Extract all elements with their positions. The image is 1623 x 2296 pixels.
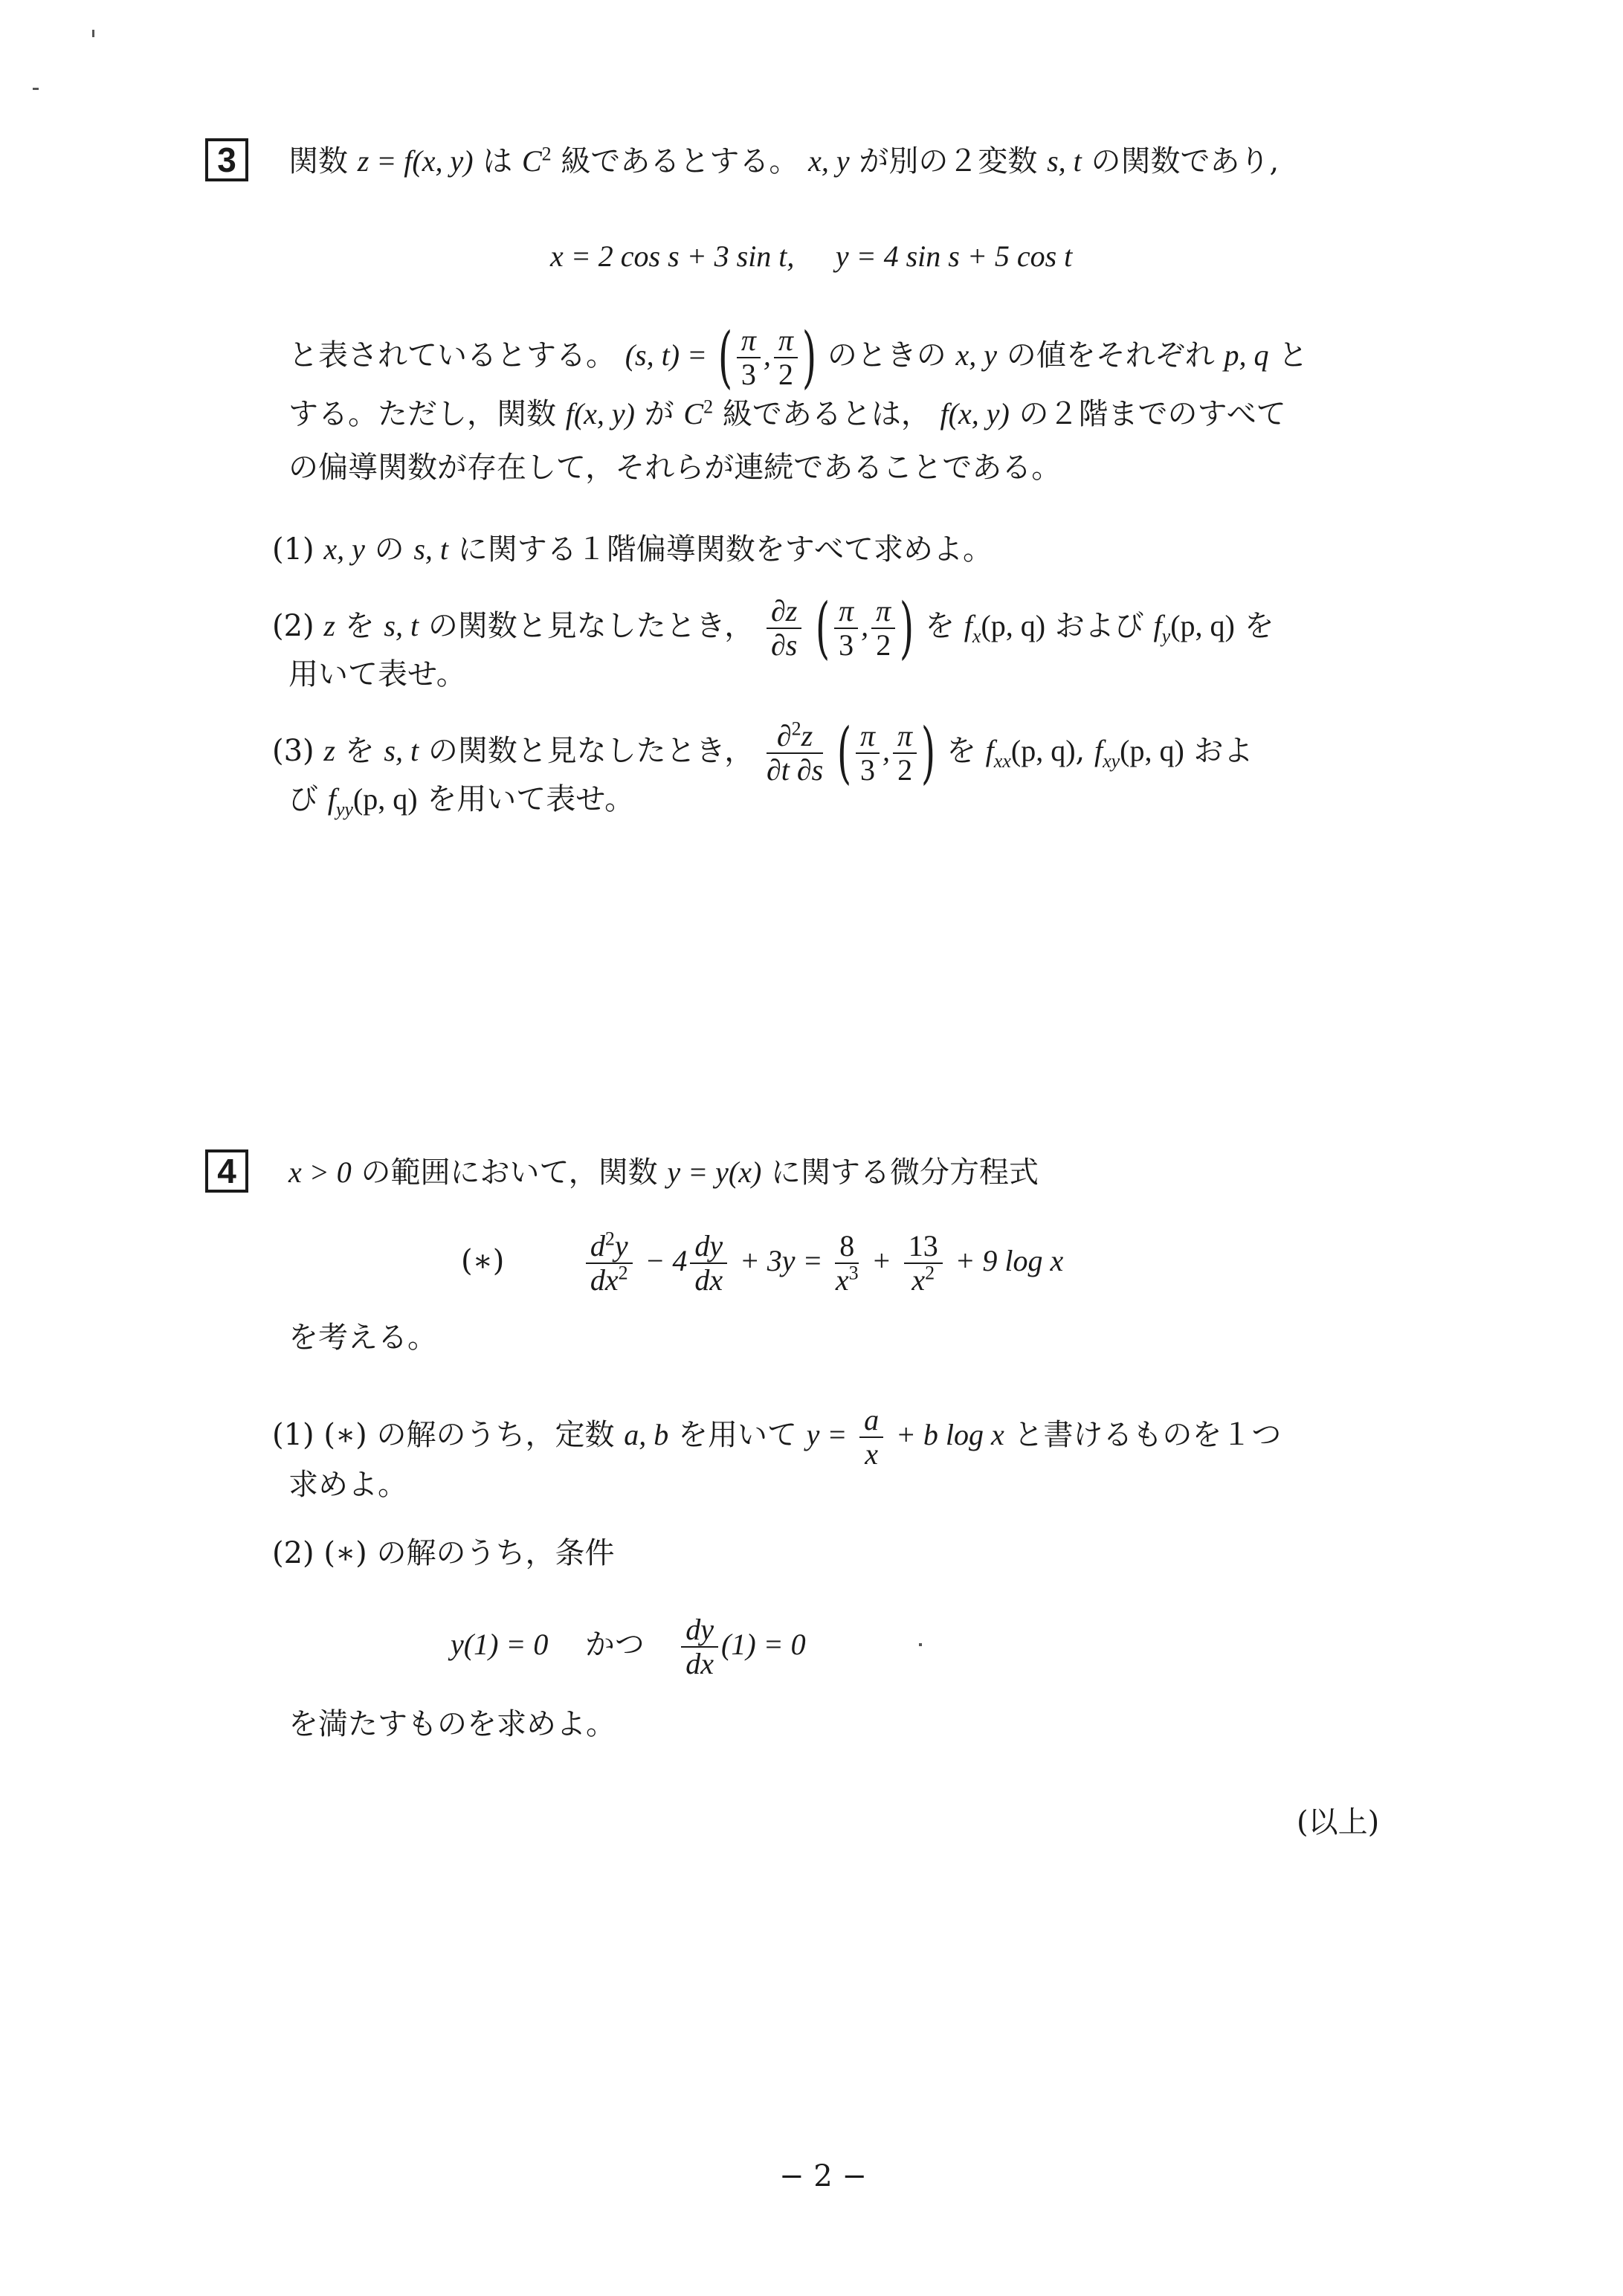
problem-3-question-2: (2) z を s, t の関数と見なしたとき， $\frac{\partial z}{\partial s}$ ( $\frac{\pi}{3}$ , $\frac{\pi}{2}$ ) を $f_x(p$, q) および $f_y(p$, q) を [272, 589, 1274, 667]
problem-3-question-2-cont: 用いて表せ。 [288, 657, 466, 691]
problem-4-question-1: (1) (∗) の解のうち，定数 a, b を用いて y = $\frac{a}{x}$ + b log x と書けるものを１つ [272, 1403, 1282, 1471]
problem-3-equations: x = 2 cos s + 3 sin t, y = 4 sin s + 5 cos t [550, 239, 1073, 273]
scan-speck [33, 88, 39, 90]
scan-speck [919, 1643, 922, 1646]
problem-4-question-2: (2) (∗) の解のうち，条件 [272, 1536, 615, 1570]
problem-3-line-3: と表されているとする。 (s, t) = ( $\frac{\pi}{3}$ , $\frac{\pi}{2}$ ) のときの x, y の値をそれぞれ p, q と [288, 318, 1309, 396]
problem-4-number: 4 [217, 1152, 236, 1190]
problem-4-question-2-cont: を満たすものを求めよ。 [288, 1707, 616, 1741]
problem-4-differential-equation: (∗) $\frac{d^2y}{dx^2}$ − 4 $\frac{dy}{dx}$ + 3y = $\frac{8}{x^3}$ + $\frac{13}{x^2}$ + 9 log x [461, 1228, 1064, 1297]
problem-3-question-1: (1) x, y の s, t に関する１階偏導関数をすべて求めよ。 [272, 532, 993, 567]
problem-3-line-1: 関数 z = f(x, y) は $C^2$ 級であるとする。 x, y が別の２変数 s, t の関数であり, [288, 143, 1280, 178]
end-mark: (以上) [1297, 1805, 1380, 1839]
problem-4-line-1: x > 0 の範囲において，関数 y = y(x) に関する微分方程式 [288, 1155, 1039, 1190]
problem-3-question-3: (3) z を s, t の関数と見なしたとき， $\frac{\partial^2z}{\partial t \partial s}$ ( $\frac{\pi}{3}$ , $\frac{\pi}{2}$ ) を $f_{xx}(p$, q), $f_{xy}(p$, q) およ [272, 714, 1253, 792]
problem-3-question-3-cont: び $f_{yy}(p$, q) を用いて表せ。 [288, 782, 635, 820]
problem-3-number-box [205, 138, 248, 181]
problem-3-line-5: の偏導関数が存在して，それらが連続であることである。 [288, 451, 1062, 485]
problem-4-consider: を考える。 [288, 1320, 437, 1355]
page-number: − 2 − [779, 2159, 867, 2193]
problem-3-number: 3 [217, 141, 236, 179]
problem-4-number-box [205, 1149, 248, 1193]
scan-speck [92, 30, 94, 37]
problem-4-condition: y(1) = 0 かつ $\frac{dy}{dx}$ (1) = 0 [451, 1613, 806, 1680]
problem-4-question-1-cont: 求めよ。 [288, 1468, 407, 1502]
problem-3-line-4: する。ただし，関数 f(x, y) が $C^2$ 級であるとは， f(x, y) の２階までのすべて [288, 396, 1286, 431]
